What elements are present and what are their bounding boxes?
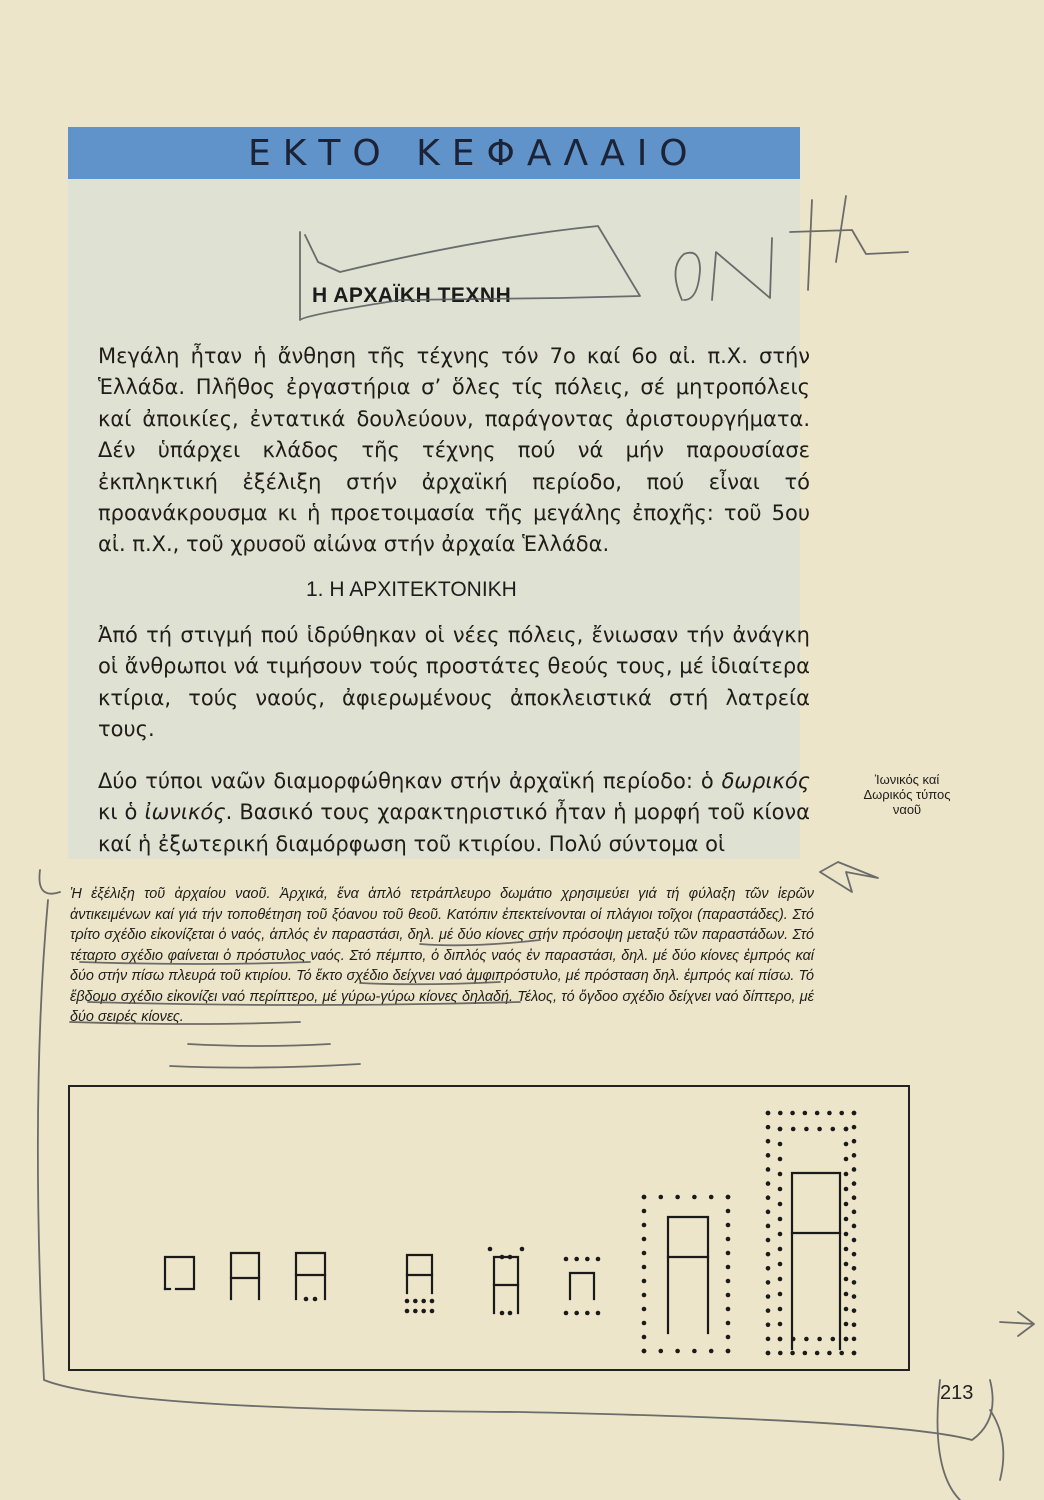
column-dot — [778, 1292, 783, 1297]
column-dot — [766, 1322, 771, 1327]
column-dot — [726, 1265, 731, 1270]
column-dot — [659, 1195, 664, 1200]
column-dot — [778, 1202, 783, 1207]
column-dot — [766, 1351, 771, 1356]
column-dot — [642, 1251, 647, 1256]
column-dot — [726, 1293, 731, 1298]
column-dot — [642, 1349, 647, 1354]
margin-note-line: ναοῦ — [892, 802, 922, 817]
column-dot — [766, 1125, 771, 1130]
column-dot — [574, 1257, 579, 1262]
column-dot — [778, 1247, 783, 1252]
column-dot — [726, 1237, 731, 1242]
column-dot — [642, 1237, 647, 1242]
column-dot — [726, 1349, 731, 1354]
column-dot — [413, 1309, 418, 1314]
plan-simple-room — [165, 1257, 194, 1289]
column-dot — [642, 1307, 647, 1312]
column-dot — [778, 1157, 783, 1162]
column-dot — [500, 1255, 505, 1260]
column-dot — [766, 1111, 771, 1116]
column-dot — [844, 1322, 849, 1327]
column-dot — [852, 1351, 857, 1356]
column-dot — [852, 1294, 857, 1299]
term-ionic: ἰωνικός — [144, 800, 226, 825]
column-dot — [596, 1257, 601, 1262]
column-dot — [778, 1337, 783, 1342]
column-dot — [692, 1195, 697, 1200]
column-dot — [421, 1309, 426, 1314]
column-dot — [659, 1349, 664, 1354]
column-dot — [766, 1167, 771, 1172]
column-dot — [831, 1337, 836, 1342]
column-dot — [726, 1195, 731, 1200]
column-dot — [817, 1127, 822, 1132]
column-dot — [488, 1247, 493, 1252]
column-dot — [803, 1111, 808, 1116]
column-dot — [778, 1322, 783, 1327]
column-dot — [766, 1238, 771, 1243]
column-dot — [596, 1311, 601, 1316]
column-dot — [844, 1307, 849, 1312]
column-dot — [844, 1277, 849, 1282]
column-dot — [692, 1349, 697, 1354]
margin-note-line: Δωρικός τύπος — [863, 787, 951, 802]
column-dot — [766, 1153, 771, 1158]
column-dot — [778, 1172, 783, 1177]
column-dot — [852, 1210, 857, 1215]
column-dot — [844, 1172, 849, 1177]
plan-dipteral — [792, 1173, 840, 1349]
column-dot — [766, 1210, 771, 1215]
column-dot — [564, 1257, 569, 1262]
column-dot — [304, 1297, 309, 1302]
term-doric: δωρικός — [721, 769, 810, 793]
column-dot — [852, 1224, 857, 1229]
column-dot — [726, 1335, 731, 1340]
column-dot — [790, 1111, 795, 1116]
column-dot — [852, 1153, 857, 1158]
column-dot — [726, 1321, 731, 1326]
column-dot — [709, 1195, 714, 1200]
column-dot — [844, 1262, 849, 1267]
architecture-heading: 1. Η ΑΡΧΙΤΕΚΤΟΝΙΚΗ — [306, 578, 517, 601]
column-dot — [790, 1351, 795, 1356]
architecture-paragraph-1: Ἀπό τή στιγμή πού ἱδρύθηκαν οἱ νέες πόλεις, ἔνιωσαν τήν ἀνάγκη οἱ ἄνθρωποι νά τιμήσουν τούς προστάτες θεούς τους, μέ ἰδιαίτερα κτίρια, τούς ναούς, ἀφιερωμένους ἀποκλειστικά στή λατρεία τους. — [98, 623, 810, 742]
column-dot — [844, 1337, 849, 1342]
chapter-title: ΕΚΤΟ ΚΕΦΑΛΑΙΟ — [248, 133, 700, 174]
column-dot — [852, 1167, 857, 1172]
column-dot — [642, 1209, 647, 1214]
margin-note-line: Ἰωνικός καί — [874, 772, 940, 787]
column-dot — [827, 1351, 832, 1356]
temple-plans-figure — [68, 1085, 910, 1371]
column-dot — [766, 1308, 771, 1313]
column-dot — [852, 1252, 857, 1257]
column-dot — [430, 1309, 435, 1314]
column-dot — [766, 1252, 771, 1257]
column-dot — [831, 1127, 836, 1132]
column-dot — [766, 1224, 771, 1229]
column-dot — [852, 1195, 857, 1200]
column-dot — [642, 1223, 647, 1228]
column-dot — [766, 1294, 771, 1299]
column-dot — [642, 1195, 647, 1200]
column-dot — [726, 1251, 731, 1256]
column-dot — [852, 1280, 857, 1285]
column-dot — [642, 1265, 647, 1270]
column-dot — [778, 1232, 783, 1237]
column-dot — [726, 1279, 731, 1284]
column-dot — [642, 1335, 647, 1340]
column-dots — [304, 1111, 857, 1356]
column-dot — [852, 1322, 857, 1327]
column-dot — [852, 1337, 857, 1342]
column-dot — [508, 1311, 513, 1316]
plan-peripteral — [668, 1217, 708, 1333]
column-dot — [827, 1111, 832, 1116]
plan-prostyle — [407, 1255, 432, 1293]
column-dot — [815, 1111, 820, 1116]
column-dot — [817, 1337, 822, 1342]
column-dot — [574, 1311, 579, 1316]
column-dot — [839, 1351, 844, 1356]
intro-paragraph: Μεγάλη ἦταν ἡ ἄνθηση τῆς τέχνης τόν 7ο καί 6ο αἰ. π.Χ. στήν Ἑλλάδα. Πλῆθος ἐργαστήρια σ’ ὅλες τίς πόλεις, σέ μητροπόλεις καί ἀποικίες, ἐντατικά δουλεύουν, παράγοντας ἀριστουργήματα. Δέν ὑπάρχει κλάδος τῆς τέχνης πού νά μήν παρουσίασε ἐκπληκτική ἐξέλιξη στήν ἀρχαϊκή περίοδο, πού εἶναι τό προανάκρουσμα κι ἡ προετοιμασία τῆς μεγάλης ἐποχῆς: τοῦ 5ου αἰ. π.Χ., τοῦ χρυσοῦ αἰώνα στήν ἀρχαία Ἑλλάδα. — [98, 344, 810, 557]
plan-in-antis — [296, 1253, 325, 1299]
column-dot — [852, 1308, 857, 1313]
column-dot — [778, 1187, 783, 1192]
column-dot — [778, 1262, 783, 1267]
column-dot — [852, 1111, 857, 1116]
column-dot — [421, 1299, 426, 1304]
column-dot — [585, 1311, 590, 1316]
column-dot — [709, 1349, 714, 1354]
column-dot — [844, 1232, 849, 1237]
column-dot — [508, 1255, 513, 1260]
column-dot — [564, 1311, 569, 1316]
plan-amphiprostyle — [570, 1273, 594, 1299]
column-dot — [791, 1337, 796, 1342]
plan-antae — [231, 1253, 259, 1299]
architecture-paragraph-2 — [98, 766, 810, 860]
column-dot — [844, 1142, 849, 1147]
column-dot — [778, 1351, 783, 1356]
column-dot — [726, 1307, 731, 1312]
column-dot — [430, 1299, 435, 1304]
page-number: 213 — [940, 1382, 974, 1404]
column-dot — [405, 1299, 410, 1304]
column-dot — [766, 1139, 771, 1144]
column-dot — [500, 1311, 505, 1316]
column-dot — [839, 1111, 844, 1116]
column-dot — [766, 1337, 771, 1342]
column-dot — [520, 1247, 525, 1252]
column-dot — [585, 1257, 590, 1262]
figure-caption: Ἡ ἐξέλιξη τοῦ ἀρχαίου ναοῦ. Ἀρχικά, ἕνα ἁπλό τετράπλευρο δωμάτιο χρησιμεύει γιά τή φύλαξη τῶν ἱερῶν ἀντικειμένων καί γιά τήν τοποθέτηση τοῦ ξόανου τοῦ θεοῦ. Κατόπιν ἐπεκτείνονται οἱ πλάγιοι τοῖχοι (παραστάδες). Στό τρίτο σχέδιο εἰκονίζεται ὁ ναός, ἁπλός ἐν παραστάσι, δηλ. μέ δύο κίονες στήν πρόσοψη μεταξύ τῶν παραστάδων. Στό τέταρτο σχέδιο φαίνεται ὁ πρόστυλος ναός. Στό πέμπτο, ὁ διπλός ναός ἐν παραστάσι, δηλ. μέ δύο κίονες ἐμπρός καί δύο στήν πίσω πλευρά τοῦ κτιρίου. Τό ἕκτο σχέδιο δείχνει ναό ἀμφιπρόστυλο, μέ πρόσταση δηλ. ἐμπρός καί πίσω. Τό ἕβδομο σχέδιο εἰκονίζει ναό περίπτερο, μέ γύρω-γύρω κίονες δηλαδή. Τέλος, τό ὄγδοο σχέδιο δείχνει ναό δίπτερο, μέ δύο σειρές κίονες. — [70, 886, 814, 1025]
column-dot — [804, 1337, 809, 1342]
column-dot — [766, 1280, 771, 1285]
paragraph-text: κι ὁ — [98, 800, 145, 825]
column-dot — [642, 1321, 647, 1326]
column-dot — [642, 1293, 647, 1298]
column-dot — [778, 1111, 783, 1116]
column-dot — [778, 1307, 783, 1312]
column-dot — [405, 1309, 410, 1314]
column-dot — [675, 1195, 680, 1200]
column-dot — [413, 1299, 418, 1304]
column-dot — [844, 1202, 849, 1207]
column-dot — [844, 1217, 849, 1222]
column-dot — [675, 1349, 680, 1354]
column-dot — [852, 1266, 857, 1271]
temple-plans-drawing — [70, 1087, 908, 1369]
column-dot — [726, 1223, 731, 1228]
column-dot — [642, 1279, 647, 1284]
paragraph-text: . Βασικό τους χαρακτηριστικό ἦταν ἡ μορφή τοῦ κίονα καί ἡ ἐξωτερική διαμόρφωση τοῦ κτιρίου. Πολύ σύντομα οἱ — [98, 800, 810, 856]
column-dot — [852, 1181, 857, 1186]
column-dot — [844, 1157, 849, 1162]
column-dot — [803, 1351, 808, 1356]
column-dot — [791, 1127, 796, 1132]
plan-double-in-antis — [494, 1257, 518, 1313]
column-dot — [778, 1217, 783, 1222]
column-dot — [852, 1125, 857, 1130]
column-dot — [766, 1266, 771, 1271]
column-dot — [766, 1195, 771, 1200]
column-dot — [766, 1181, 771, 1186]
section-title: Η ΑΡΧΑΪΚΗ ΤΕΧΝΗ — [312, 284, 512, 307]
chapter-header-bar — [68, 127, 800, 179]
column-dot — [778, 1127, 783, 1132]
column-dot — [844, 1292, 849, 1297]
column-dot — [778, 1277, 783, 1282]
column-dot — [852, 1238, 857, 1243]
paragraph-text: Δύο τύποι ναῶν διαμορφώθηκαν στήν ἀρχαϊκή περίοδο: ὁ — [98, 769, 722, 793]
column-dot — [804, 1127, 809, 1132]
column-dot — [726, 1209, 731, 1214]
column-dot — [815, 1351, 820, 1356]
column-dot — [844, 1187, 849, 1192]
column-dot — [844, 1127, 849, 1132]
column-dot — [778, 1142, 783, 1147]
margin-note — [832, 772, 982, 817]
column-dot — [844, 1247, 849, 1252]
column-dot — [852, 1139, 857, 1144]
column-dot — [313, 1297, 318, 1302]
